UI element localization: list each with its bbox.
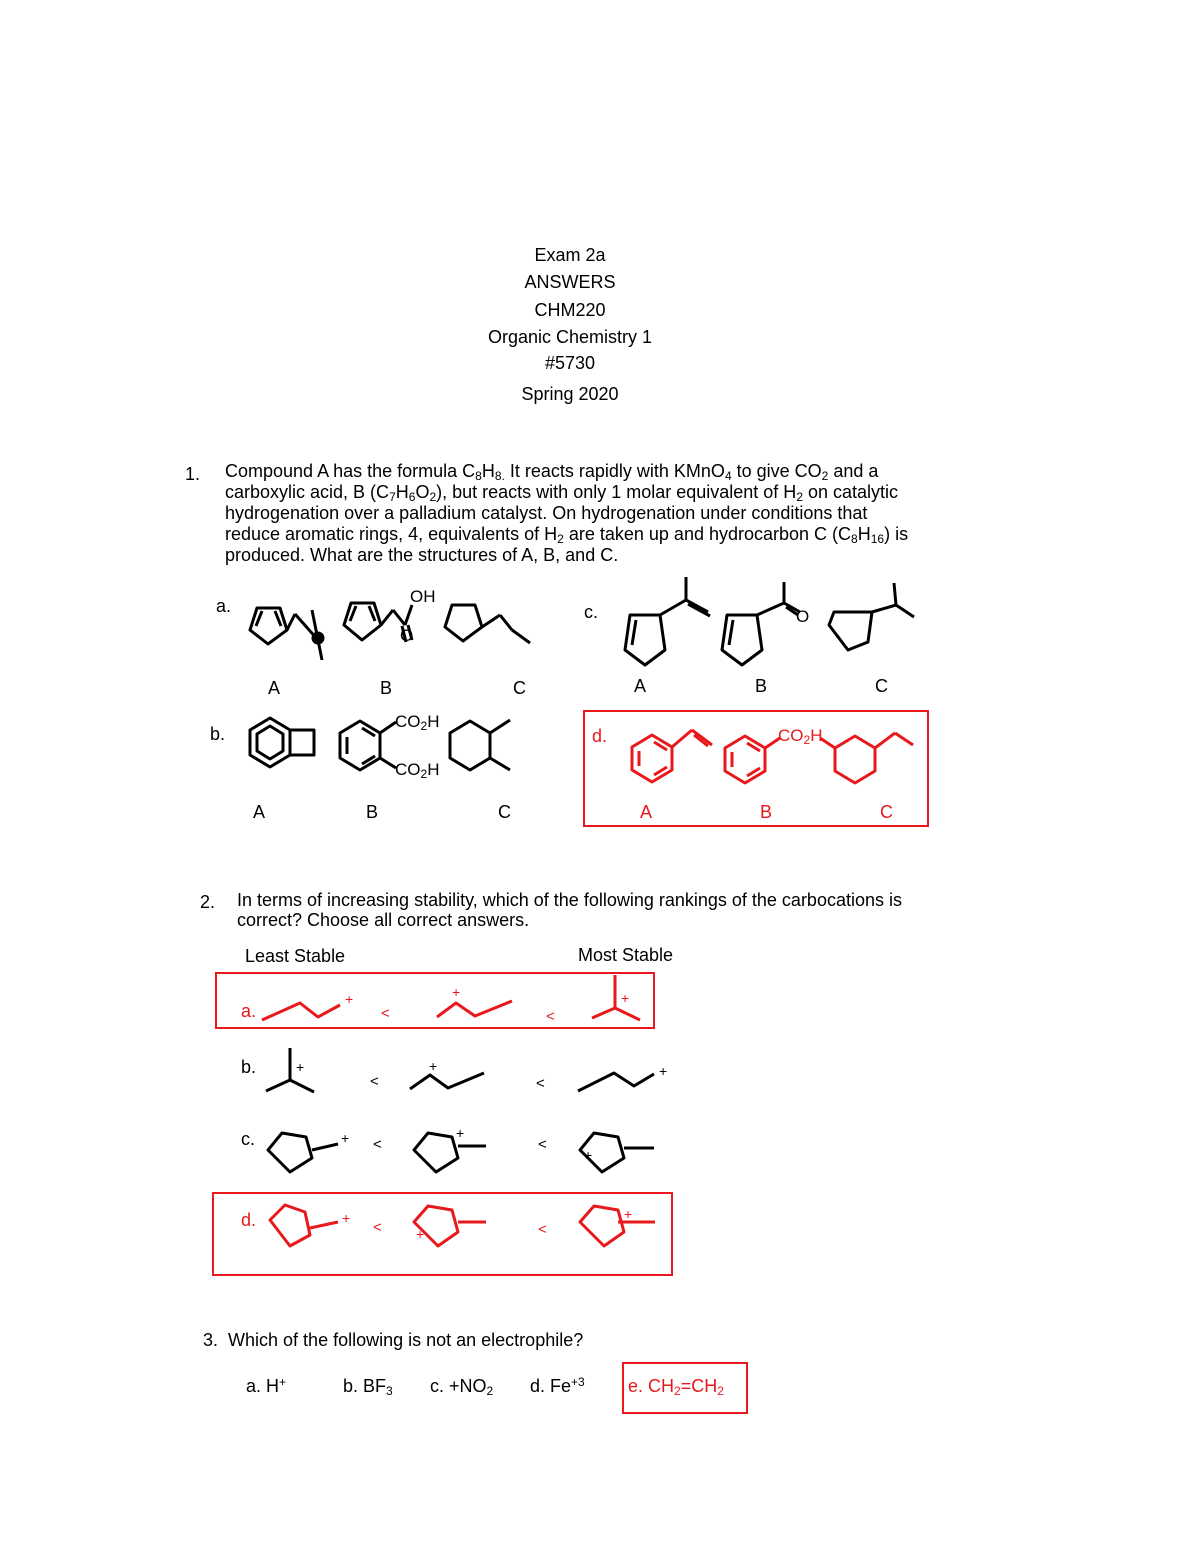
q1-option-a: a.: [216, 596, 232, 616]
q2b-chain-2: [410, 1073, 484, 1089]
term: Spring 2020: [521, 384, 619, 404]
q1-line-5: produced. What are the structures of A, B, and C.: [225, 545, 619, 565]
q2b-lt-1: <: [370, 1073, 379, 1090]
q2c-lt-1: <: [373, 1136, 382, 1153]
q2c-plus-3: +: [584, 1147, 593, 1163]
q2c-plus-2: +: [456, 1125, 465, 1141]
q1a-label-B: B: [380, 678, 393, 698]
q1b-co2h-top: $CO_2H$: [395, 712, 440, 733]
q2a-chain-3: [592, 975, 640, 1020]
q2b-plus-2: +: [429, 1058, 438, 1074]
q3-option-a: a. H+: [246, 1375, 287, 1396]
q2a-plus-1: +: [345, 991, 354, 1007]
q2-option-a: a.: [241, 1001, 257, 1021]
q1a-label-C: C: [513, 678, 526, 698]
q1c-label-A: A: [634, 676, 647, 696]
q1-line-2: carboxylic acid, B $(C_7H_6O_2)$, but reacts with only 1 molar equivalent of $H_2$ on catalytic: [225, 482, 899, 504]
q2d-ring-2: [414, 1206, 486, 1246]
q1-option-d: d.: [592, 726, 608, 746]
q2a-lt-2: <: [546, 1008, 555, 1025]
q1c-o-label: O: [796, 607, 810, 626]
q2-line-1: In terms of increasing stability, which of the following rankings of the carbocations is: [237, 890, 902, 910]
q1d-compound-C: [820, 733, 913, 783]
q2a-plus-3: +: [621, 990, 630, 1006]
q2d-plus-3: +: [624, 1206, 633, 1222]
q1-option-b: b.: [210, 724, 226, 744]
q2c-ring-2: [414, 1133, 486, 1172]
q1-line-4: reduce aromatic rings, 4, equivalents of $H_2$ are taken up and hydrocarbon C $(C_8H_{16})$ is: [225, 524, 909, 546]
least-stable-label: Least Stable: [245, 946, 346, 966]
q1a-compound-B: [344, 603, 412, 642]
q2-number: 2.: [200, 892, 216, 912]
q1a-compound-A: [250, 608, 323, 660]
q2a-lt-1: <: [381, 1005, 390, 1022]
q1c-compound-C: [829, 583, 914, 650]
q3-option-e: e. $CH_2=CH_2$: [628, 1376, 724, 1398]
q1d-label-C: C: [880, 802, 893, 822]
q2-line-2: correct? Choose all correct answers.: [237, 910, 530, 930]
q2d-plus-2: +: [416, 1226, 425, 1242]
q3-option-d: d. $Fe^{+3}$: [530, 1375, 585, 1396]
course-name: Organic Chemistry 1: [487, 327, 653, 347]
q1a-oh-label: OH: [410, 587, 436, 606]
q1b-label-B: B: [366, 802, 379, 822]
q1b-label-C: C: [498, 802, 511, 822]
q2b-plus-1: +: [296, 1059, 305, 1075]
q2c-lt-2: <: [538, 1136, 547, 1153]
q1b-compound-A: [250, 718, 314, 767]
q1c-label-C: C: [875, 676, 888, 696]
q2d-ring-1: [270, 1205, 338, 1246]
q2a-plus-2: +: [452, 984, 461, 1000]
q1d-co2h: $CO_2H$: [778, 726, 823, 747]
q1-option-c: c.: [584, 602, 599, 622]
q2c-ring-1: [268, 1133, 338, 1172]
q2-option-b: b.: [241, 1057, 257, 1077]
q2d-ring-3: [580, 1206, 655, 1246]
q2c-ring-3: [580, 1133, 654, 1172]
q1c-compound-A: [625, 577, 710, 665]
exam-title: Exam 2a: [534, 245, 606, 265]
most-stable-label: Most Stable: [578, 945, 674, 965]
q1d-compound-B: [725, 736, 780, 783]
q1c-label-B: B: [755, 676, 768, 696]
q3-option-c: c. $+NO_2$: [430, 1376, 494, 1398]
section-number: #5730: [544, 353, 596, 373]
course-code: CHM220: [534, 300, 606, 320]
q2-option-c: c.: [241, 1129, 256, 1149]
q2b-plus-3: +: [659, 1063, 668, 1079]
q2b-chain-1: [266, 1048, 314, 1092]
q3-number: 3.: [203, 1330, 219, 1350]
q2d-lt-1: <: [373, 1219, 382, 1236]
q3-text: Which of the following is not an electrophile?: [228, 1330, 584, 1350]
q1b-compound-B: [340, 721, 396, 770]
q1b-label-A: A: [253, 802, 266, 822]
q1-line-1: Compound A has the formula $C_8H_{8.}$ It reacts rapidly with KMnO$_4$ to give $CO_2$ and a: [225, 461, 879, 483]
q1b-compound-C: [450, 720, 510, 770]
q1a-compound-C: [445, 605, 530, 643]
q1d-label-A: A: [640, 802, 653, 822]
q2c-plus-1: +: [341, 1130, 350, 1146]
q1a-label-A: A: [268, 678, 281, 698]
q1a-o-label: O: [400, 626, 414, 645]
answers-label: ANSWERS: [524, 272, 616, 292]
q2a-chain-2: [437, 1001, 512, 1017]
q2d-lt-2: <: [538, 1221, 547, 1238]
q1-number: 1.: [185, 464, 201, 484]
q2b-lt-2: <: [536, 1075, 545, 1092]
q2b-chain-3: [578, 1073, 654, 1091]
q1d-compound-A: [632, 730, 712, 782]
q1-line-3: hydrogenation over a palladium catalyst. On hydrogenation under conditions that: [225, 503, 868, 523]
q1c-compound-B: [722, 582, 800, 665]
q2-option-d: d.: [241, 1210, 257, 1230]
q2d-plus-1: +: [342, 1210, 351, 1226]
q3-option-b: b. $BF_3$: [343, 1376, 393, 1398]
q1d-label-B: B: [760, 802, 773, 822]
q1b-co2h-bottom: $CO_2H$: [395, 760, 440, 781]
q2a-chain-1: [262, 1003, 340, 1020]
